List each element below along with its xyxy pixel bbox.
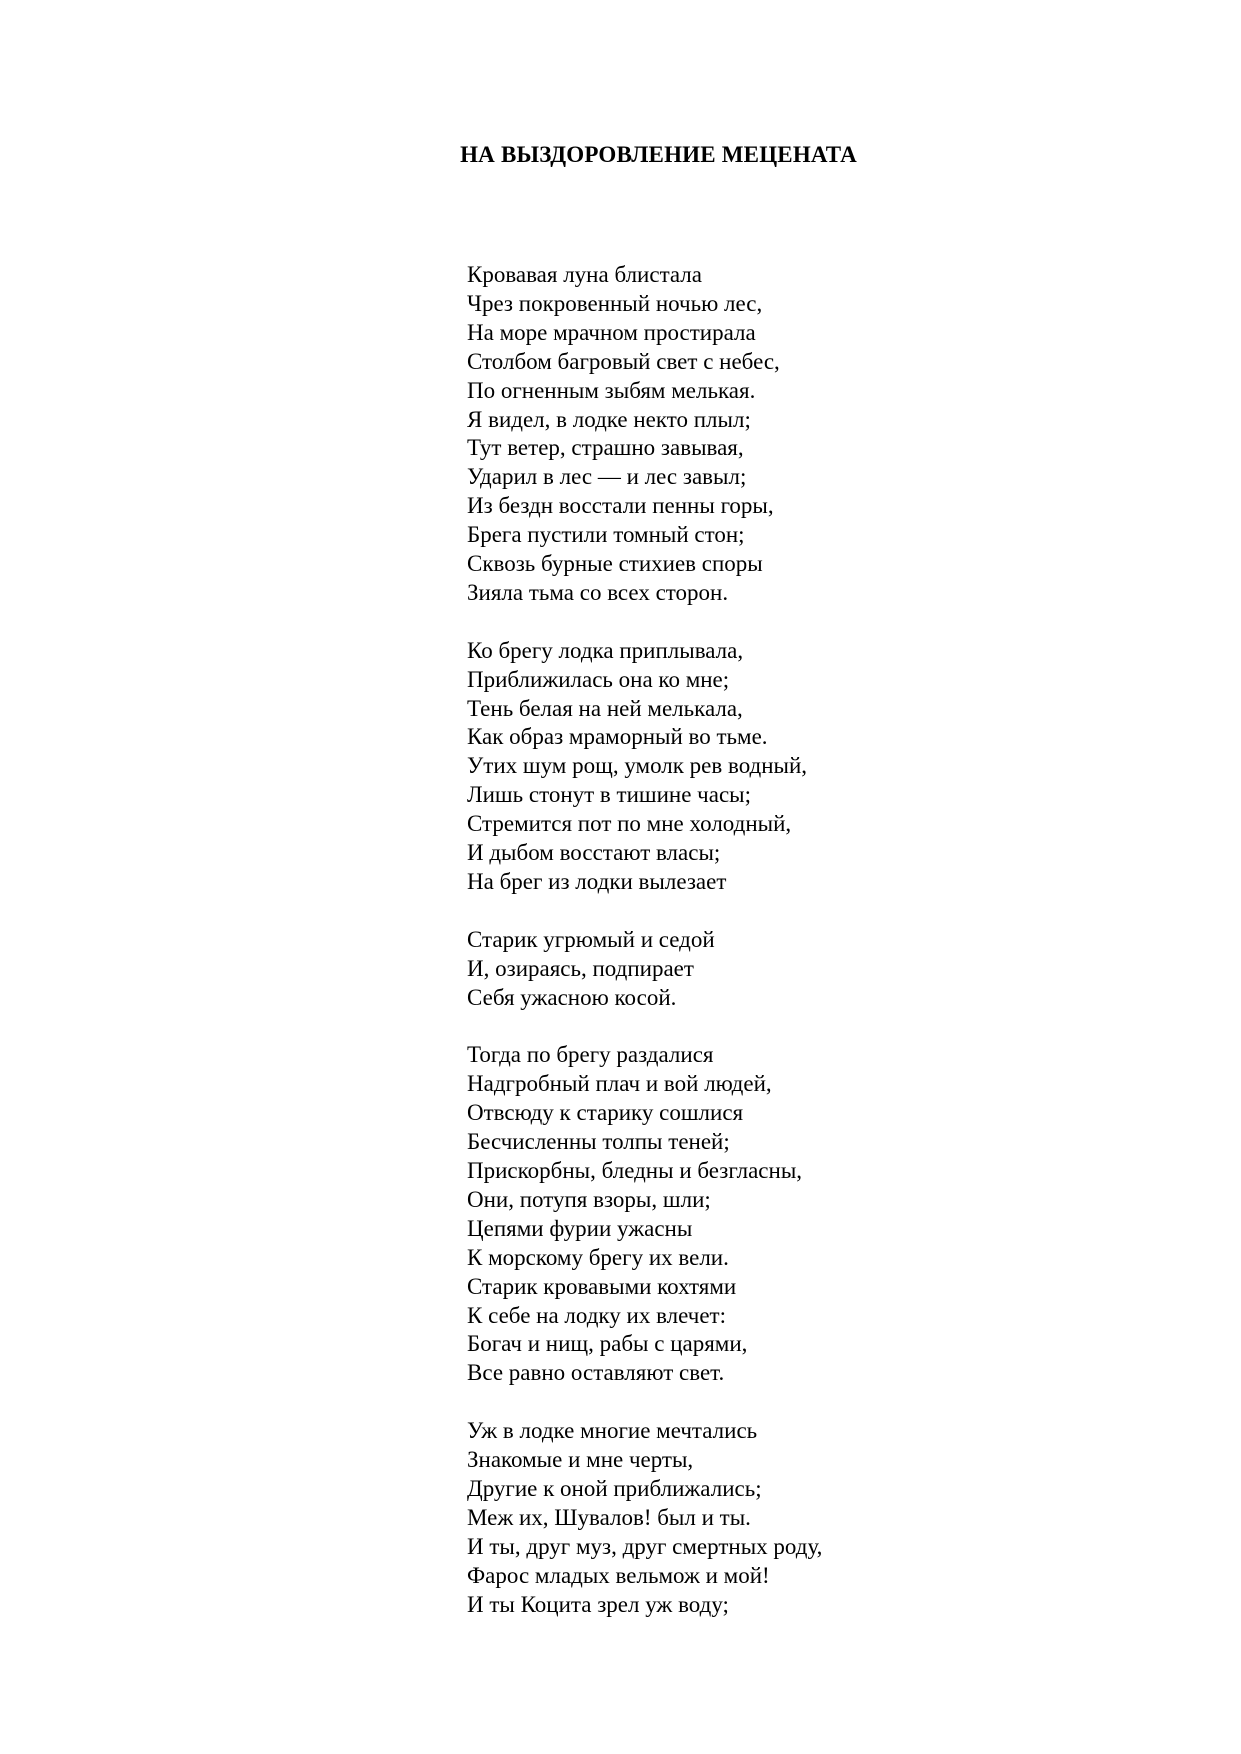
poem-title: НА ВЫЗДОРОВЛЕНИЕ МЕЦЕНАТА <box>460 142 857 167</box>
poem-line: Зияла тьма со всех сторон. <box>467 579 729 605</box>
poem-line: Другие к оной приближались; <box>467 1476 762 1501</box>
poem-line: Прискорбны, бледны и безгласны, <box>467 1158 803 1184</box>
poem-line: Старик кровавыми кохтями <box>467 1273 737 1299</box>
poem-line: Брега пустили томный стон; <box>467 522 745 548</box>
poem-line: Уж в лодке многие мечтались <box>467 1418 758 1444</box>
stanza-3 <box>467 926 822 1013</box>
poem-line: И ты Коцита зрел уж воду; <box>467 1591 729 1617</box>
stanza-1 <box>467 261 822 608</box>
poem-line: Старик угрюмый и седой <box>467 926 715 952</box>
poem-line: Как образ мраморный во тьме. <box>467 724 768 750</box>
poem-line: Знакомые и мне черты, <box>467 1447 694 1473</box>
poem-line: И ты, друг муз, друг смертных роду, <box>467 1533 823 1559</box>
poem-line: По огненным зыбям мелькая. <box>467 377 756 403</box>
poem-line: Ударил в лес — и лес завыл; <box>467 464 747 490</box>
poem-line: Из бездн восстали пенны горы, <box>467 493 774 519</box>
poem-line: Фарос младых вельмож и мой! <box>467 1562 770 1588</box>
poem-line: Я видел, в лодке некто плыл; <box>467 406 751 432</box>
poem-line: Цепями фурии ужасны <box>467 1215 693 1241</box>
poem-line: На море мрачном простирала <box>467 319 756 345</box>
poem-line: Меж их, Шувалов! был и ты. <box>467 1504 751 1530</box>
poem-line: Они, потупя взоры, шли; <box>467 1186 711 1212</box>
poem-line: Приближилась она ко мне; <box>467 666 730 692</box>
stanza-5 <box>467 1417 822 1619</box>
poem-line: Утих шум рощ, умолк рев водный, <box>467 753 808 779</box>
poem-line: К морскому брегу их вели. <box>467 1244 729 1270</box>
poem-line: Все равно оставляют свет. <box>467 1360 725 1386</box>
poem-line: Стремится пот по мне холодный, <box>467 811 792 837</box>
poem-body <box>467 261 822 1648</box>
poem-line: Себя ужасною косой. <box>467 984 677 1010</box>
poem-line: Ко брегу лодка приплывала, <box>467 637 744 663</box>
poem-line: Лишь стонут в тишине часы; <box>467 782 752 808</box>
poem-line: Тогда по брегу раздалися <box>467 1042 714 1068</box>
poem-line: Бесчисленны толпы теней; <box>467 1129 730 1155</box>
poem-line: Тень белая на ней мелькала, <box>467 695 743 721</box>
poem-line: Сквозь бурные стихиев споры <box>467 551 763 577</box>
poem-line: К себе на лодку их влечет: <box>467 1302 726 1328</box>
stanza-4 <box>467 1041 822 1388</box>
poem-line: Кровавая луна блистала <box>467 262 702 287</box>
poem-line: И дыбом восстают власы; <box>467 840 721 866</box>
poem-line: И, озираясь, подпирает <box>467 955 694 981</box>
poem-line: Столбом багровый свет с небес, <box>467 348 780 374</box>
poem-line: Надгробный плач и вой людей, <box>467 1071 772 1097</box>
poem-line: Богач и нищ, рабы с царями, <box>467 1331 748 1357</box>
poem-line: Чрез покровенный ночью лес, <box>467 290 763 316</box>
stanza-2 <box>467 637 822 897</box>
poem-line: На брег из лодки вылезает <box>467 869 727 895</box>
poem-line: Отвсюду к старику сошлися <box>467 1100 744 1126</box>
poem-line: Тут ветер, страшно завывая, <box>467 435 744 461</box>
